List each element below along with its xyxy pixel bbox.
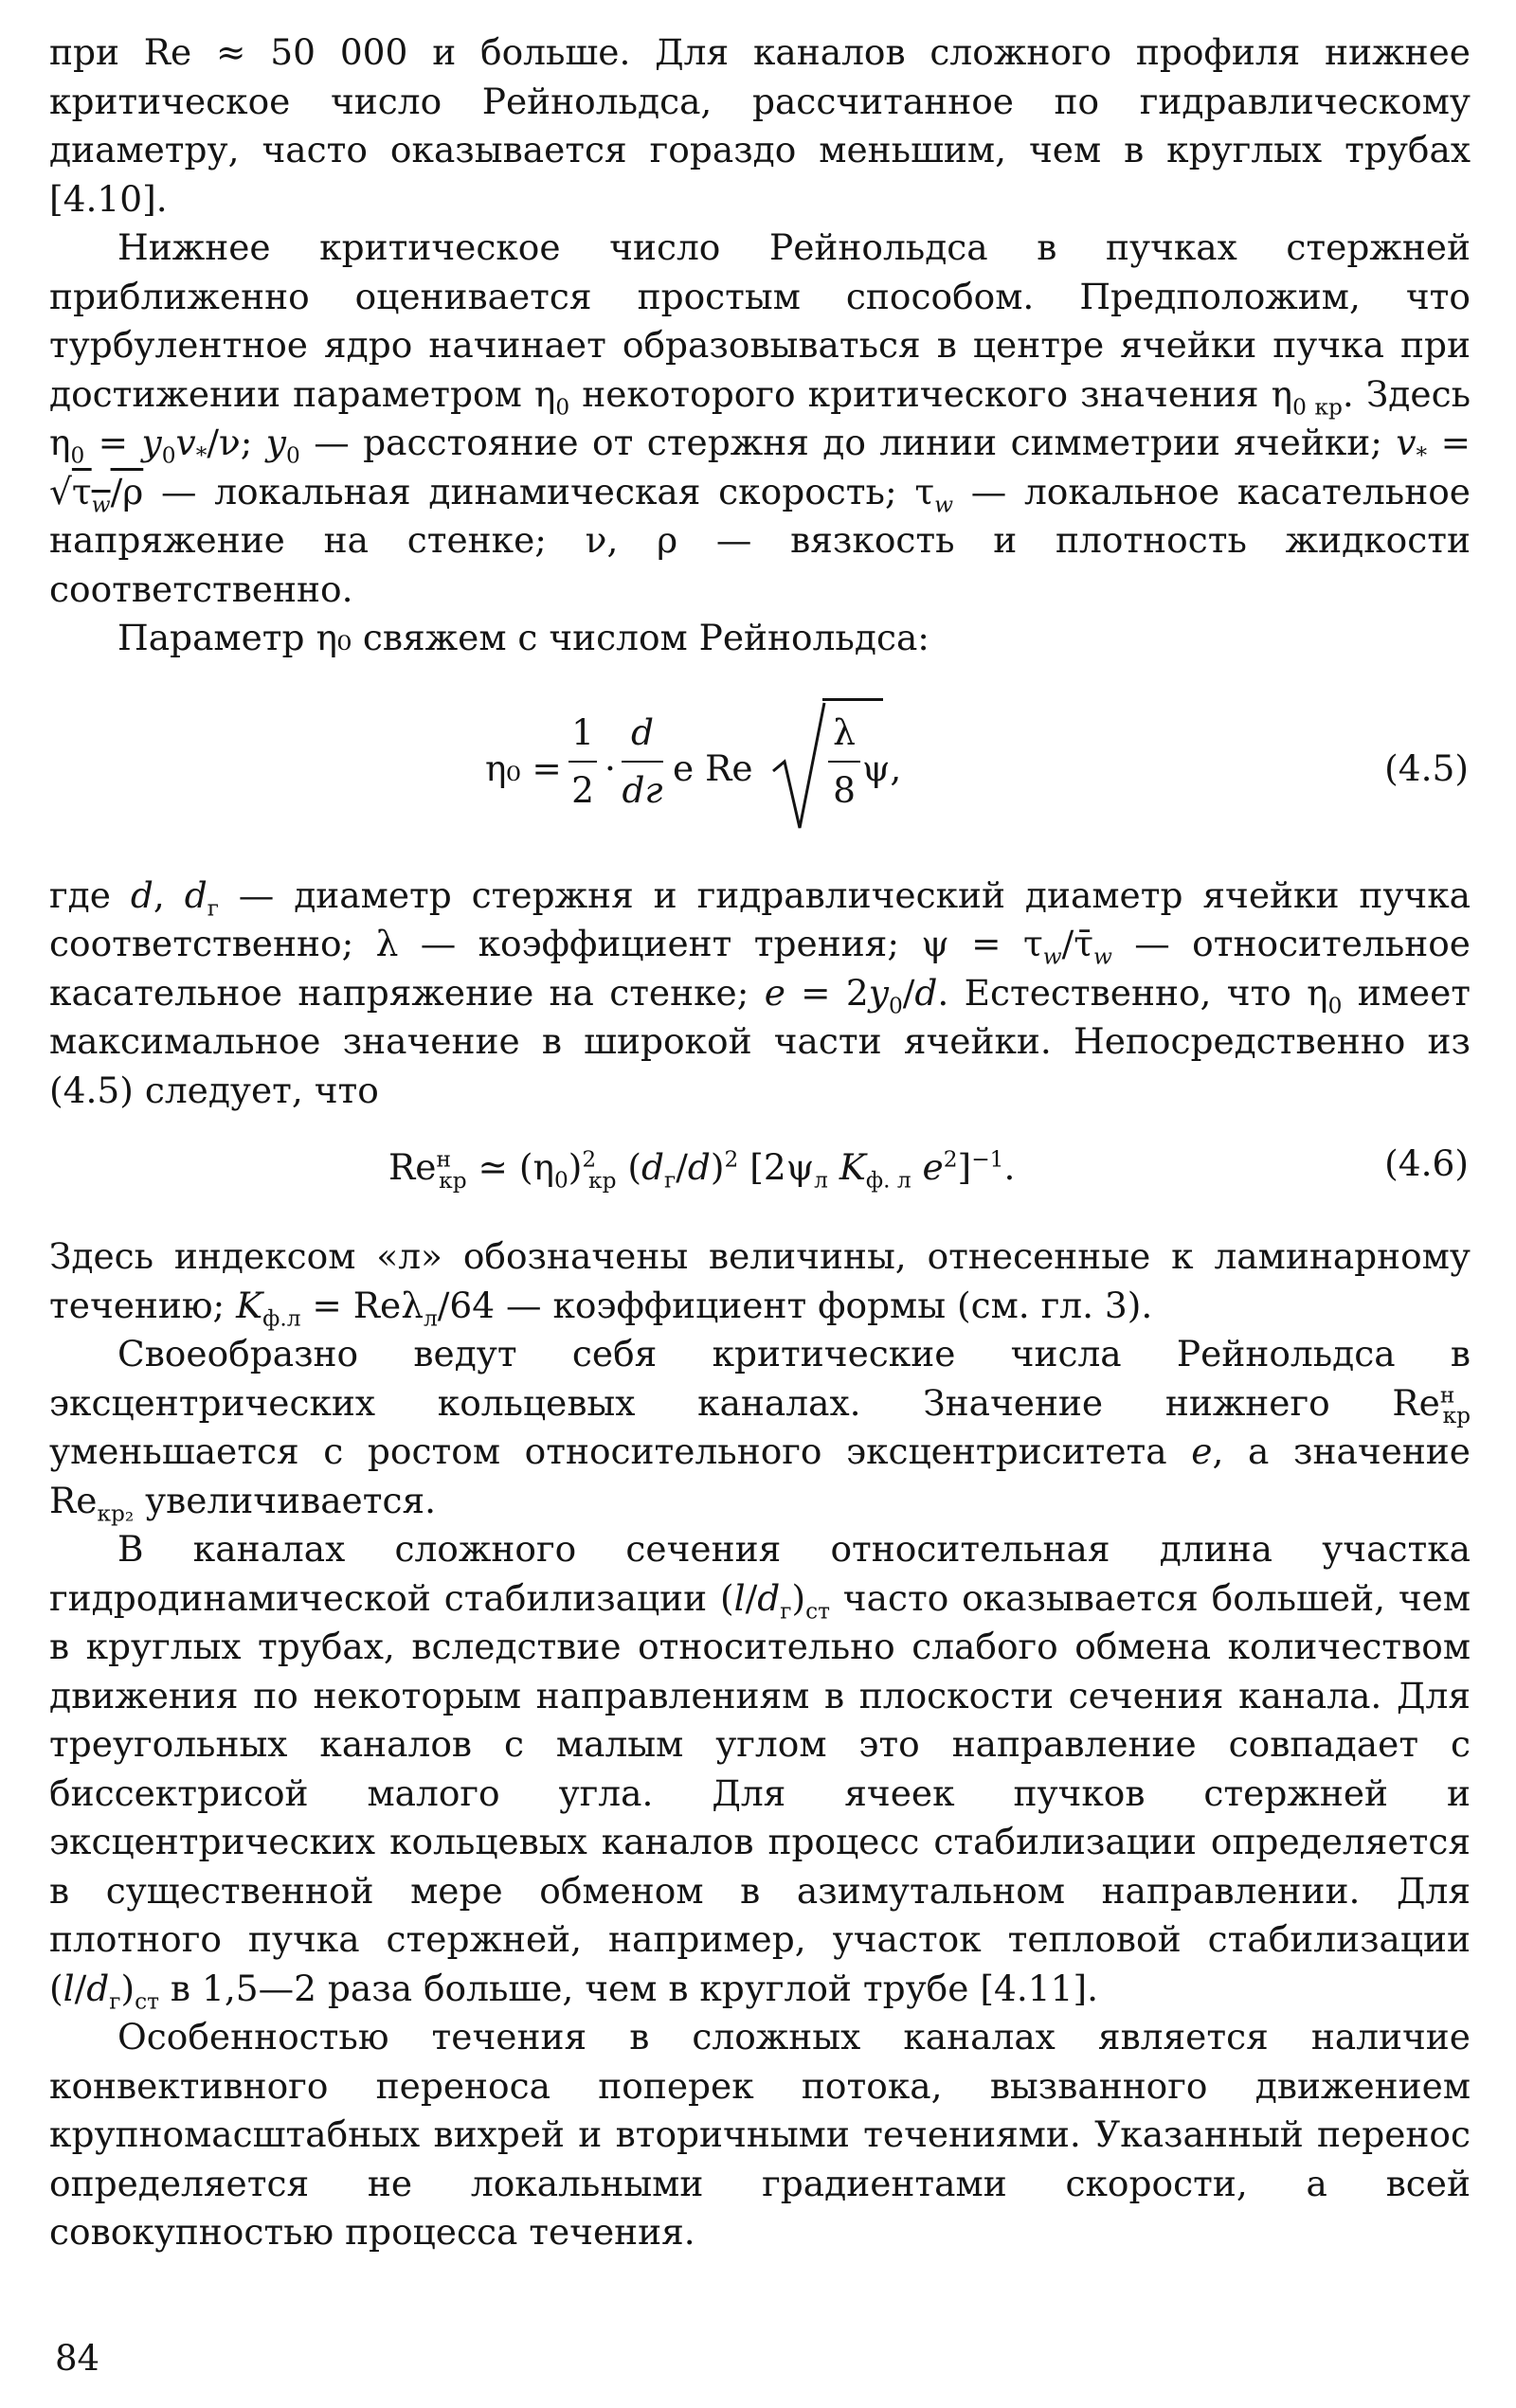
eq-4-5-sqrt-bar (828, 761, 860, 763)
equation-4-5 (49, 690, 1471, 851)
eq-4-5-half-num: 1 (571, 710, 594, 753)
eq-4-5-dot: · (605, 746, 616, 789)
paragraph-5: Здесь индексом «л» обозначены величины, отнесенные к ламинарному течению; $K_{ф.л} = Re\lambda_л/64$ — коэффициент формы (см. гл. 3). (49, 1235, 1471, 1331)
eq-4-5-ratio-bar (622, 761, 663, 763)
paragraph-2: Нижнее критическое число Рейнольдса в пучках стержней приближенно оценивается простым способом. Предположим, что турбулентное ядро начинает образовываться в центре ячейки пучка при достижении параметром $\eta_0$ некоторого критического значения $\eta_{0 кр}$. Здесь $\eta_0 = y_0v_*/\nu$; $y_0$ — расстояние от стержня до линии симметрии ячейки; $v_* = √\tau_w/\rho$ — локальная динамическая скорость; $\tau_w$ — локальное касательное напряжение на стенке; ν, ρ — вязкость и плотность жидкости соответственно. (49, 226, 1471, 610)
sqrt-overline (822, 698, 883, 701)
equation-number-4-5: (4.5) (1384, 746, 1469, 789)
equation-4-6 (49, 1140, 1471, 1215)
eq-4-5-ratio-den: dг (622, 769, 663, 811)
paragraph-8: Особенностью течения в сложных каналах является наличие конвективного переноса поперек потока, вызванного движением крупномасштабных вихрей и вторичными течениями. Указанный перенос определяется не локальными градиентами скорости, а всей совокупностью процесса течения. (49, 2016, 1471, 2253)
eq-4-5-half-bar (568, 761, 597, 763)
eq-4-5-half (568, 709, 597, 816)
eq-4-5-ratio-num: d (630, 710, 654, 753)
page-content (49, 28, 1471, 2257)
eq-4-5-ratio (622, 709, 663, 816)
equation-4-6-body: $Re^н_{кр}$ ≃ $(\eta_0)^2_{кр}$ $(d_г/d)^2$ [$2\psi_л$ $K_{ф. л}$ $e^2]^{-1}$. (388, 1146, 1016, 1194)
eq-4-5-tail: ψ, (862, 746, 902, 789)
paragraph-3: Параметр η₀ свяжем с числом Рейнольдса: (117, 617, 929, 658)
paragraph-6: Своеобразно ведут себя критические числа Рейнольдса в эксцентрических кольцевых каналах. Значение нижнего $Re^н_{кр}$ уменьшается с ростом относительного эксцентриситета e, а значение $Re_{кр_2}$ увеличивается. (49, 1333, 1471, 1526)
eq-4-5-sqrt-frac (828, 709, 860, 816)
eq-4-5-lhs: η₀ = (485, 746, 562, 789)
paragraph-7: В каналах сложного сечения относительная длина участка гидродинамической стабилизации $(l/d_г)_{ст}$ часто оказывается большей, чем в круглых трубах, вследствие относительно слабого обмена количеством движения по некоторым направлениям в плоскости сечения канала. Для треугольных каналов с малым углом это направление совпадает с биссектрисой малого угла. Для ячеек пучков стержней и эксцентрических кольцевых каналов процесс стабилизации определяется в существенной мере обменом в азимутальном направлении. Для плотного пучка стержней, например, участок тепловой стабилизации $(l/d_г)_{ст}$ в 1,5—2 раза больше, чем в круглой трубе [4.11]. (49, 1528, 1471, 2014)
equation-4-5-body (485, 690, 1092, 851)
eq-4-5-sqrt-den: 8 (833, 769, 856, 811)
equation-number-4-6: (4.6) (1384, 1142, 1469, 1184)
paragraph-1: при Re ≈ 50 000 и больше. Для каналов сложного профиля нижнее критическое число Рейнольдса, рассчитанное по гидравлическому диаметру, часто оказывается гораздо меньшим, чем в круглых трубах [4.10]. (49, 31, 1471, 220)
paragraph-4: где d, $d_г$ — диаметр стержня и гидравлический диаметр ячейки пучка соответственно; λ — коэффициент трения; $\psi = \tau_w/\taū_w$ — относительное касательное напряжение на стенке; $e = 2y_0/d$. Естественно, что $\eta_0$ имеет максимальное значение в широкой части ячейки. Непосредственно из (4.5) следует, что (49, 873, 1471, 1111)
eq-4-5-sqrt-num: λ (833, 710, 856, 753)
eq-4-5-middle: e Re (673, 746, 753, 789)
sqrt-radical-icon (769, 695, 826, 837)
page-number: 84 (55, 2338, 100, 2379)
eq-4-5-half-den: 2 (571, 769, 594, 811)
